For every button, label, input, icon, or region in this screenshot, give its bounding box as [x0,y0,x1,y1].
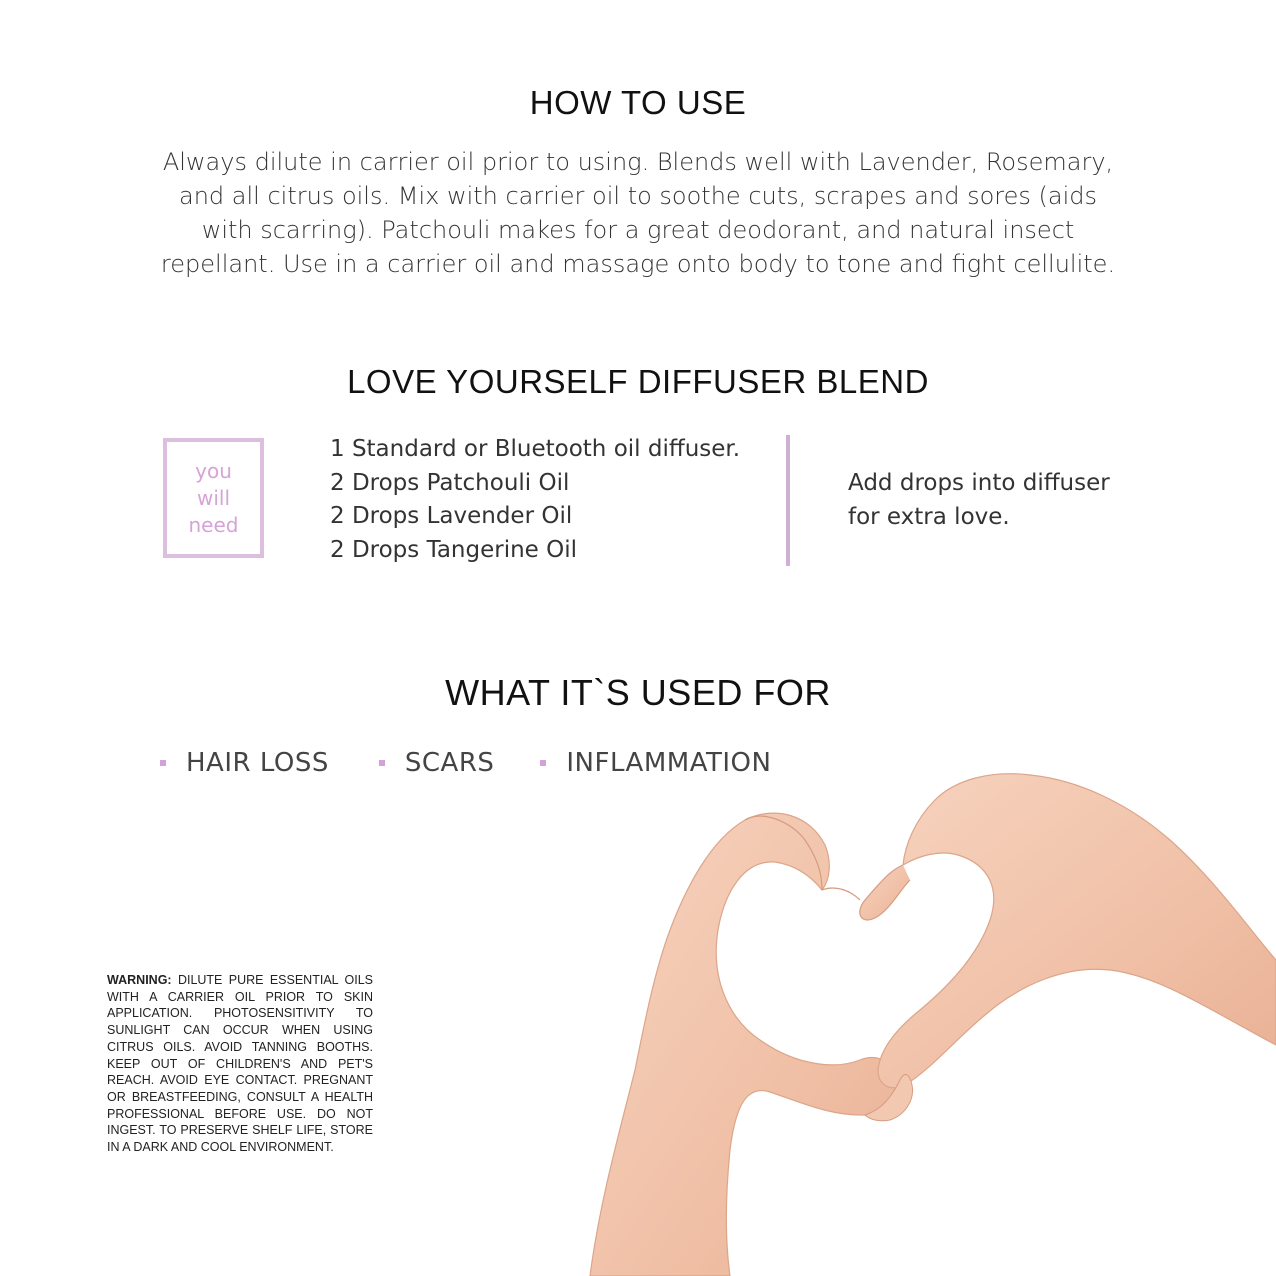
use-item [160,748,329,778]
uses-heading: WHAT IT`S USED FOR [445,672,831,713]
ingredient-item: 2 Drops Lavender Oil [330,503,573,529]
ingredient-item: 1 Standard or Bluetooth oil diffuser. [330,436,741,462]
ingredient-list [330,433,740,567]
badge-word: will [196,485,231,510]
ingredient-item: 2 Drops Patchouli Oil [330,469,570,496]
warning-text [107,972,373,1156]
how-to-use-heading: HOW TO USE [529,84,747,121]
use-item [379,748,495,778]
diffuser-instruction: Add drops into diffuser for extra love. [848,470,1110,530]
warning-body: DILUTE PURE ESSENTIAL OILS WITH A CARRIER OIL PRIOR TO SKIN APPLICATION. PHOTOSENSITIVITY TO SUNLIGHT CAN OCCUR WHEN USING CITRUS OILS. AVOID TANNING BOOTHS. KEEP OUT OF CHILDREN'S AND PET'S REACH. AVOID EYE CONTACT. PREGNANT OR BREASTFEEDING, CONSULT A HEALTH PROFESSIONAL BEFORE USE. DO NOT INGEST. TO PRESERVE SHELF LIFE, STORE IN A DARK AND COOL ENVIRONMENT. [107,973,373,1155]
warning-label: WARNING: [107,973,172,987]
bullet-icon [160,760,166,766]
use-label: INFLAMMATION [566,748,772,778]
vertical-divider [786,435,790,566]
heart-hands-image [560,770,1276,1276]
use-label: SCARS [404,748,495,778]
diffuser-blend-heading: LOVE YOURSELF DIFFUSER BLEND [347,363,929,400]
you-will-need-badge [163,438,264,558]
use-label: HAIR LOSS [186,748,329,778]
bullet-icon [379,760,385,766]
how-to-use-text: Always dilute in carrier oil prior to using. Blends well with Lavender, Rosemary, and all citrus oils. Mix with carrier oil to soothe cuts, scrapes and sores (aids with scarring). Patchouli makes for a great deodorant, and natural insect repellant. Use in a carrier oil and massage onto body to tone and fight cellulite. [160,148,1116,278]
badge-word: you [195,458,232,483]
badge-word: need [188,512,239,537]
bullet-icon [540,760,546,766]
ingredient-item: 2 Drops Tangerine Oil [330,536,578,563]
